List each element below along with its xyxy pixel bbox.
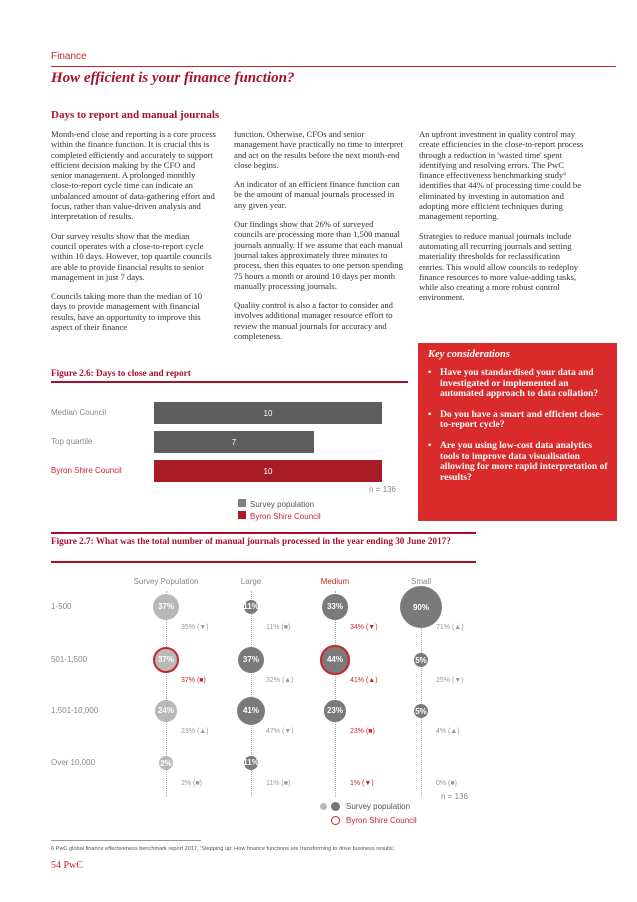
page-number: 54 PwC: [51, 860, 83, 871]
list-item: • Do you have a smart and efficient close-to-report cycle?: [428, 410, 608, 431]
legend-label: Survey population: [250, 500, 315, 509]
bubble: 24%: [155, 700, 177, 722]
bubble: 41%: [237, 697, 265, 725]
paragraph: function. Otherwise, CFOs and senior management have practically no time to interpret and act on the results before the next month-end close begins.: [234, 129, 403, 170]
column-header: Medium: [320, 577, 350, 586]
footnote-rule: [51, 840, 201, 841]
change-label: 11% (■): [266, 780, 291, 787]
legend-label: Byron Shire Council: [250, 512, 321, 521]
column-guide: [335, 591, 336, 797]
bar-value: 7: [231, 437, 237, 447]
legend-label: Survey population: [346, 802, 411, 811]
change-label: 25% (▼): [436, 677, 464, 684]
legend-dot-light: [320, 803, 327, 810]
change-label: 23% (▲): [181, 728, 209, 735]
paragraph: Strategies to reduce manual journals include automating all recurring journals and setting materiality thresholds for reclassification entries. This would allow councils to redeploy finance resources to more value-adding tasks, while also creating a more robust control environment.: [419, 230, 579, 303]
change-label: 11% (■): [266, 624, 291, 631]
row-label: 1,501-10,000: [51, 706, 99, 715]
change-label: 0% (■): [436, 780, 457, 787]
change-label: 4% (▲): [436, 728, 460, 735]
bubble: 37%: [153, 647, 180, 674]
paragraph: An indicator of an efficient finance function can be the amount of manual journals processed in any given year.: [234, 179, 400, 210]
sample-note: n = 136: [441, 792, 468, 801]
bubble: 90%: [400, 586, 442, 628]
figure-2-7-title: Figure 2.7: What was the total number of manual journals processed in the year ending 30 June 2017?: [51, 536, 451, 546]
paragraph: Councils taking more than the median of 10 days to provide management with financial results, have an opportunity to improve this aspect of their finance: [51, 291, 203, 333]
change-label: 32% (▲): [266, 677, 294, 684]
legend-ring: [331, 816, 340, 825]
list-item: • Have you standardised your data and investigated or implemented an automated approach to data collation?: [428, 368, 608, 400]
change-label: 35% (▼): [181, 624, 209, 631]
bar-label-2: Byron Shire Council: [51, 466, 122, 475]
key-considerations-title: Key considerations: [428, 349, 510, 360]
bubble: 23%: [324, 700, 345, 721]
change-label: 71% (▲): [436, 624, 464, 631]
paragraph: Our findings show that 26% of surveyed councils are processing more than 1,500 manual journals annually. If we assume that each manual journal takes approximately three minutes to process, then this equates to one person spending 75 hours a month or around 10 days per month manually processing journals.: [234, 219, 403, 291]
figure-2-6-title: Figure 2.6: Days to close and report: [51, 368, 191, 378]
bubble: 5%: [414, 704, 428, 718]
change-label: 2% (■): [181, 780, 202, 787]
sample-note: n = 136: [369, 485, 396, 494]
bar-label-1: Top quartile: [51, 437, 93, 446]
list-item: • Are you using low-cost data analytics tools to improve data visualisation allowing for more rapid interpretation of results?: [428, 441, 608, 483]
bubble: 37%: [153, 594, 180, 621]
change-label: 1% (▼): [350, 780, 374, 787]
bubble: 11%: [244, 756, 259, 771]
page-title: How efficient is your finance function?: [51, 70, 295, 86]
row-label: 1-500: [51, 602, 72, 611]
section-label: Finance: [51, 51, 87, 62]
bubble: 5%: [414, 653, 428, 667]
paragraph: Our survey results show that the median council operates with a close-to-report cycle within 10 days. However, top quartile councils are able to provide financial results to senior management in just 7 days.: [51, 230, 212, 282]
change-label: 34% (▼): [350, 624, 378, 631]
bubble: 33%: [322, 594, 347, 619]
legend-dot-dark: [331, 802, 340, 811]
legend-label: Byron Shire Council: [346, 816, 417, 825]
bubble: 11%: [244, 600, 259, 615]
bubble: 44%: [320, 645, 349, 674]
footnote: 6 PwC global finance effectiveness benchmark report 2017, 'Stepping up: How finance functions are transforming to drive business results'.: [51, 846, 396, 852]
bar-label-0: Median Council: [51, 408, 107, 417]
change-label: 41% (▲): [350, 677, 378, 684]
row-label: 501-1,500: [51, 655, 88, 664]
column-header: Survey Population: [133, 577, 199, 586]
row-label: Over 10,000: [51, 758, 96, 767]
bubble: 37%: [238, 647, 265, 674]
bar-value: 10: [263, 408, 273, 418]
paragraph: An upfront investment in quality control may create efficiencies in the close-to-report process through a reduction in 'wasted time' spent identifying and resolving errors. The PwC finance effectiveness benchmarking study⁶ identifies that 44% of processing time could be eliminated by investing in automation and adopting more efficient techniques during management reporting.: [419, 129, 584, 222]
section-subtitle: Days to report and manual journals: [51, 109, 220, 121]
change-label: 47% (▼): [266, 728, 294, 735]
paragraph: Month-end close and reporting is a core process within the finance function. It is crucial this is completed efficiently and accurately to support efficient decision making by the CFO and senior management. A prolonged monthly close-to-report cycle time can indicate an unbalanced amount of data-gathering effort and focus, rather than value-driven analysis and interpretation of results.: [51, 129, 216, 222]
bubble: 2%: [159, 756, 173, 770]
paragraph: Quality control is also a factor to consider and involves additional manager resource effort to review the manual journals for accuracy and completeness.: [234, 300, 393, 342]
bar-value: 10: [263, 466, 273, 476]
change-label: 23% (■): [350, 728, 375, 735]
change-label: 37% (■): [181, 677, 206, 684]
column-header: Large: [240, 577, 262, 586]
column-header: Small: [410, 577, 431, 586]
